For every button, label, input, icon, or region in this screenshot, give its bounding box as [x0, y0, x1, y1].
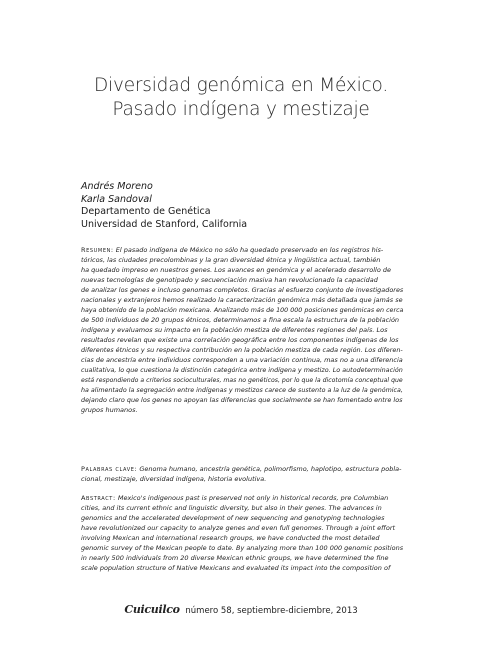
abstract-label: Abstract: [81, 494, 116, 502]
resumen-line: cias de ancestría entre individuos corresponden a una variación continua, mas no a una diferencia [81, 356, 403, 364]
author-university: Universidad de Stanford, California [81, 218, 248, 230]
resumen-line: nuevas tecnologías de genotipado y secuenciación masiva han revolucionado la capacidad [81, 276, 378, 284]
abstract-line: involving Mexican and international research groups, we have conducted the most detailed [81, 534, 380, 542]
abstract-line: Abstract: Mexico's indigenous past is preserved not only in historical records, pre Columbian [81, 494, 389, 502]
abstract-line: genomics and the accelerated development of new sequencing and genotyping technologies [81, 514, 385, 522]
palabras-clave-line: cional, mestizaje, diversidad indígena, historia evolutiva. [81, 475, 267, 483]
abstract-line: in nearly 500 individuals from 20 diverse Mexican ethnic groups, we have determined the fine [81, 554, 389, 562]
resumen-line: está respondiendo a criterios socioculturales, mas no genéticos, por lo que la dicotomía conceptual que [81, 376, 403, 384]
resumen-line: de 500 individuos de 20 grupos étnicos, determinamos a fina escala la estructura de la población [81, 316, 400, 324]
resumen-line: nacionales y extranjeros hemos realizado la caracterización genómica más detallada que jamás se [81, 296, 403, 304]
resumen-paragraph [81, 245, 403, 415]
palabras-clave-paragraph [81, 464, 403, 484]
title-line-1: Diversidad genómica en México. [93, 75, 389, 96]
palabras-clave-label: Palabras clave: [81, 465, 138, 473]
resumen-line: tóricos, las ciudades precolombinas y la gran diversidad étnica y lingüística actual, también [81, 256, 381, 264]
page-footer [0, 603, 482, 616]
article-title [0, 74, 482, 122]
palabras-clave-line: Palabras clave: Genoma humano, ancestría genética, polimorfismo, haplotipo, estructura pobla- [81, 465, 402, 473]
resumen-line: haya obtenido de la población mexicana. Analizando más de 100 000 posiciones genómicas en cerca [81, 306, 404, 314]
resumen-label: Resumen: [81, 246, 114, 254]
resumen-line: diferentes étnicos y su respectiva contribución en la población mestiza de cada región. Los diferen- [81, 346, 403, 354]
abstract-line: cities, and its current ethnic and linguistic diversity, but also in their genes. The advances in [81, 504, 382, 512]
resumen-line: Resumen: El pasado indígena de México no sólo ha quedado preservado en los registros his- [81, 246, 384, 254]
resumen-line: dejando claro que los genes no apoyan las diferencias que socialmente se han fomentado entre los [81, 396, 403, 404]
abstract-line: have revolutionized our capacity to analyze genes and even full genomes. Through a joint effort [81, 524, 396, 532]
abstract-line: scale population structure of Native Mexicans and evaluated its impact into the composition of [81, 564, 391, 572]
resumen-line: ha quedado impreso en nuestros genes. Los avances en genómica y el acelerado desarrollo de [81, 266, 392, 274]
resumen-line: de analizar los genes e incluso genomas completos. Gracias al esfuerzo conjunto de investigadores [81, 286, 404, 294]
author-name: Andrés Moreno [81, 181, 153, 192]
issue-info: número 58, septiembre-diciembre, 2013 [185, 606, 358, 616]
author-name: Karla Sandoval [81, 193, 152, 205]
author-department: Departamento de Genética [81, 206, 211, 217]
journal-logo: Cuicuilco [124, 603, 180, 616]
author-block [81, 181, 247, 231]
title-line-2: Pasado indígena y mestizaje [112, 99, 370, 120]
resumen-line: cualitativa, lo que cuestiona la distinción categórica entre indígena y mestizo. Lo autodeterminación [81, 366, 403, 374]
resumen-line: indígena y evaluamos su impacto en la población mestiza de diferentes regiones del país. Los [81, 326, 388, 334]
abstract-paragraph [81, 493, 403, 573]
resumen-line: grupos humanos. [81, 406, 138, 414]
resumen-line: ha alimentado la segregación entre indígenas y mestizos carece de sustento a la luz de la genómica, [81, 386, 403, 394]
abstract-line: genomic survey of the Mexican people to date. By analyzing more than 100 000 genomic positions [81, 544, 404, 552]
resumen-line: resultados revelan que existe una correlación geográfica entre los componentes indígenas de los [81, 336, 399, 344]
